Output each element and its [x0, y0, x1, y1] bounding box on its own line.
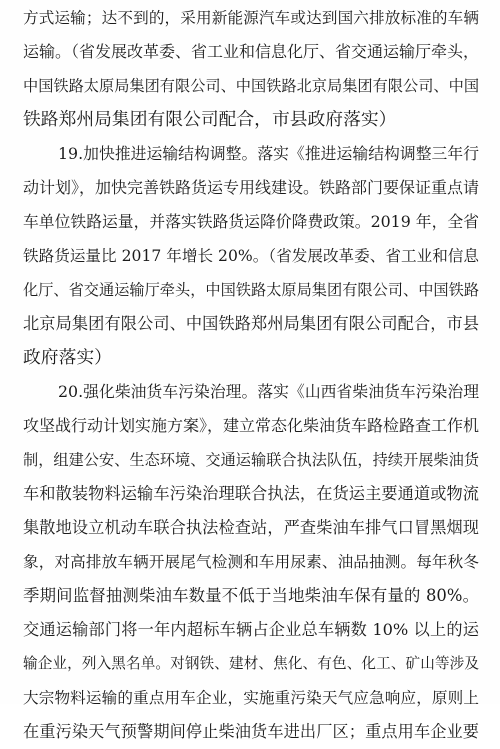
text-line: 北京局集团有限公司、中国铁路郑州局集团有限公司配合，市县	[23, 314, 479, 333]
text-line: 车单位铁路运量，并落实铁路货运降价降费政策。2019 年，全省	[23, 212, 479, 231]
text-line: 输企业，列入黑名单。对钢铁、建材、焦化、有色、化工、矿山等涉及	[23, 655, 479, 672]
text-line: 铁路货运量比 2017 年增长 20%。（省发展改革委、省工业和信息	[23, 247, 479, 265]
text-line: 交通运输部门将一年内超标车辆占企业总车辆数 10% 以上的运	[23, 620, 479, 639]
text-line: 动计划》，加快完善铁路货运专用线建设。铁路部门要保证重点请	[23, 178, 479, 197]
text-line: 方式运输；达不到的，采用新能源汽车或达到国六排放标准的车辆	[23, 9, 479, 27]
text-line: 象，对高排放车辆开展尾气检测和车用尿素、油品抽测。每年秋冬	[23, 553, 479, 571]
section-heading-line: 20.强化柴油货车污染治理。落实《山西省柴油货车污染治理	[58, 382, 479, 401]
text-line: 集散地设立机动车联合执法检查站，严查柴油车排气口冒黑烟现	[23, 518, 479, 537]
text-line: 化厅、省交通运输厅牵头，中国铁路太原局集团有限公司、中国铁路	[23, 281, 479, 299]
text-line: 中国铁路太原局集团有限公司、中国铁路北京局集团有限公司、中国	[23, 77, 479, 95]
section-heading-line: 19.加快推进运输结构调整。落实《推进运输结构调整三年行	[58, 144, 479, 163]
text-line: 运输。（省发展改革委、省工业和信息化厅、省交通运输厅牵头，	[23, 42, 479, 61]
text-line: 在重污染天气预警期间停止柴油货车进出厂区；重点用车企业要	[23, 722, 479, 741]
text-line: 大宗物料运输的重点用车企业，实施重污染天气应急响应，原则上	[23, 689, 479, 707]
text-line: 制，组建公安、生态环境、交通运输联合执法队伍，持续开展柴油货	[23, 451, 479, 469]
text-line: 政府落实）	[23, 347, 112, 368]
text-line: 攻坚战行动计划实施方案》，建立常态化柴油货车路检路查工作机	[23, 416, 479, 435]
text-line: 铁路郑州局集团有限公司配合，市县政府落实）	[23, 109, 397, 130]
text-line: 季期间监督抽测柴油车数量不低于当地柴油车保有量的 80%。	[23, 586, 479, 605]
text-line: 车和散装物料运输车污染治理联合执法，在货运主要通道或物流	[23, 484, 479, 503]
